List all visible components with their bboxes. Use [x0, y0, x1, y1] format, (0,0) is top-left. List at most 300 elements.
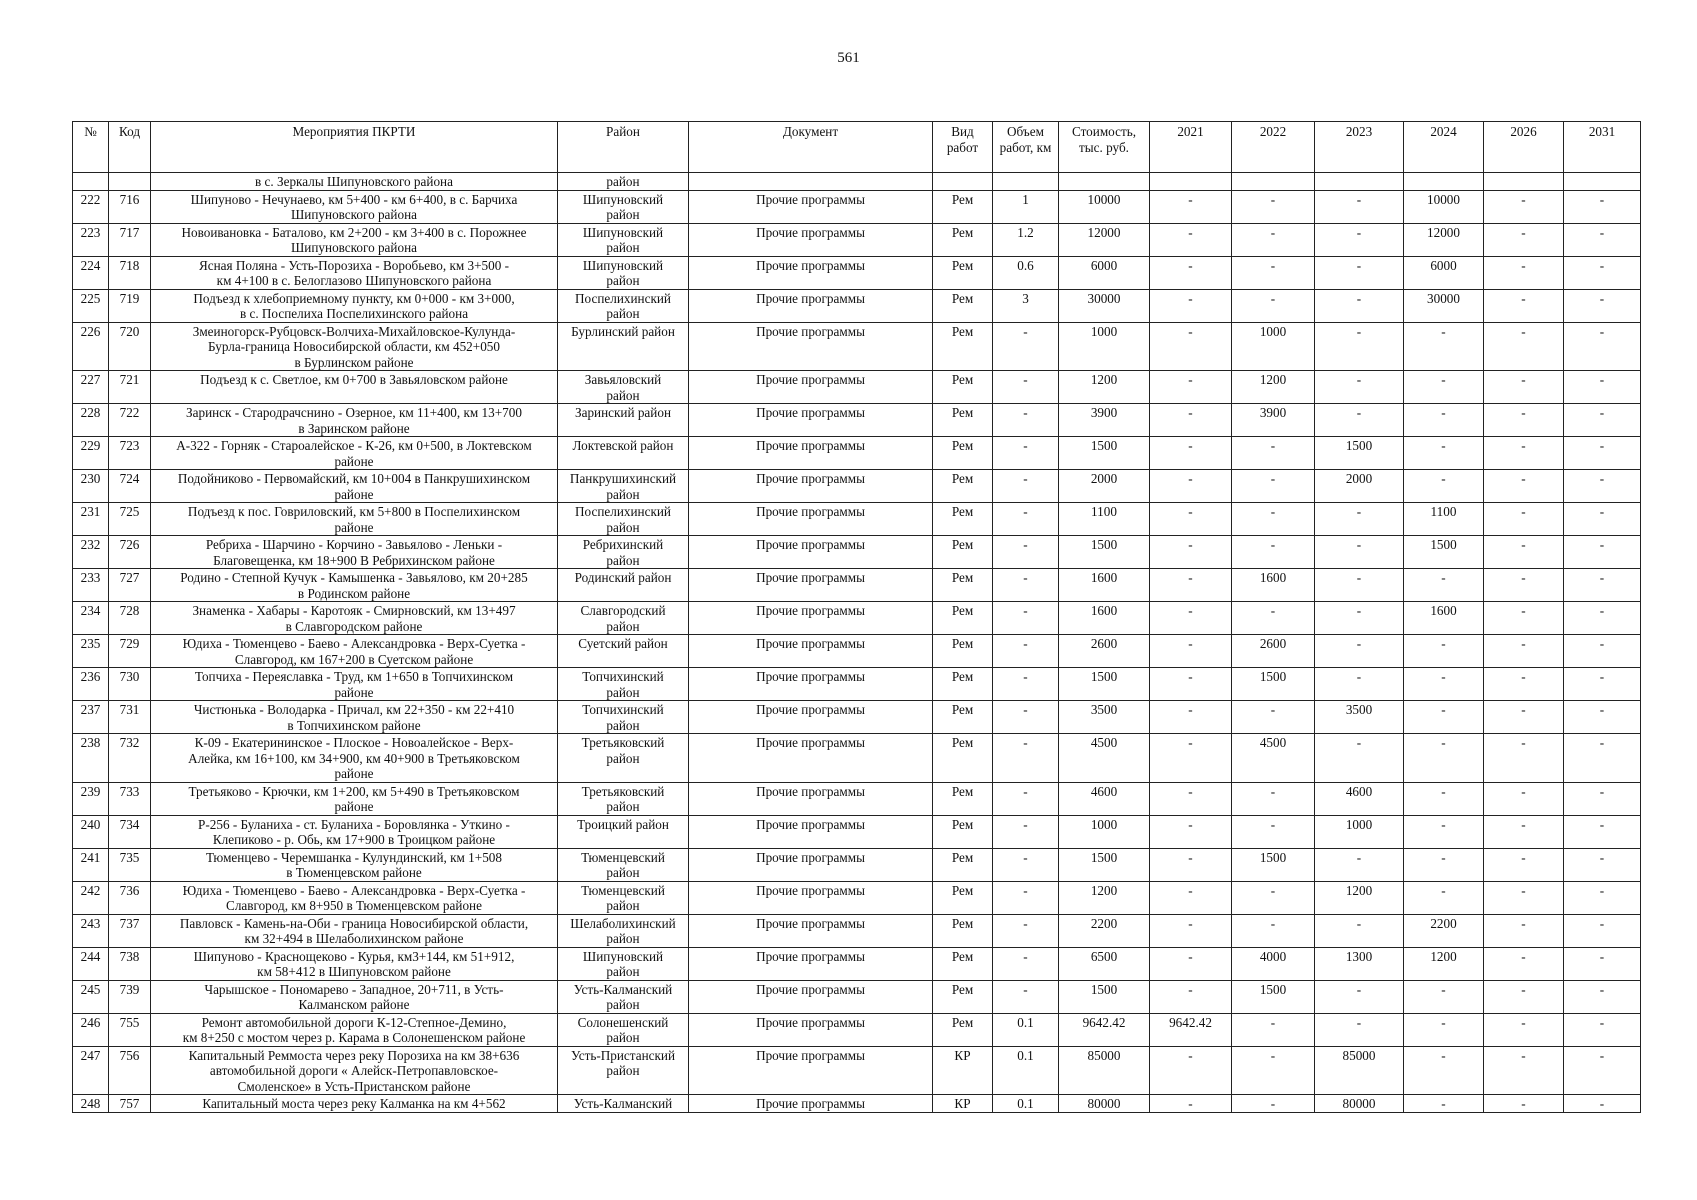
year-2023-cell: -: [1315, 980, 1404, 1013]
event-cell: Подъезд к хлебоприемному пункту, км 0+000 - км 3+000, в с. Поспелиха Поспелихинского района: [151, 289, 558, 322]
year-2022-cell: -: [1232, 289, 1315, 322]
code-cell: 733: [109, 782, 151, 815]
cost-cell: 1600: [1059, 569, 1150, 602]
year-2022-cell: 1600: [1232, 569, 1315, 602]
year-2031-cell: -: [1564, 947, 1641, 980]
year-2031-cell: -: [1564, 668, 1641, 701]
volume-cell: -: [993, 881, 1059, 914]
cost-cell: 1500: [1059, 848, 1150, 881]
table-row: [73, 536, 1641, 569]
district-cell: Усть-Калманский район: [558, 980, 689, 1013]
code-cell: 721: [109, 371, 151, 404]
document-cell: Прочие программы: [689, 815, 933, 848]
cost-cell: 1500: [1059, 668, 1150, 701]
event-cell: Заринск - Стародрачснино - Озерное, км 11+400, км 13+700 в Заринском районе: [151, 404, 558, 437]
row-number-cell: 226: [73, 322, 109, 371]
table-row: [73, 1046, 1641, 1095]
work-type-cell: Рем: [933, 470, 993, 503]
district-cell: Топчихинский район: [558, 701, 689, 734]
document-cell: Прочие программы: [689, 635, 933, 668]
volume-cell: -: [993, 815, 1059, 848]
cost-cell: 3900: [1059, 404, 1150, 437]
cost-cell: 1500: [1059, 437, 1150, 470]
year-2031-cell: -: [1564, 569, 1641, 602]
event-cell: А-322 - Горняк - Староалейское - К-26, км 0+500, в Локтевском районе: [151, 437, 558, 470]
work-type-cell: Рем: [933, 668, 993, 701]
year-2022-cell: 2600: [1232, 635, 1315, 668]
row-number-cell: 236: [73, 668, 109, 701]
document-cell: Прочие программы: [689, 569, 933, 602]
district-cell: Шипуновский район: [558, 223, 689, 256]
year-2021-cell: -: [1150, 289, 1232, 322]
row-number-cell: 232: [73, 536, 109, 569]
document-cell: Прочие программы: [689, 602, 933, 635]
year-2026-cell: -: [1484, 602, 1564, 635]
year-2022-cell: -: [1232, 1095, 1315, 1113]
year-2023-cell: 80000: [1315, 1095, 1404, 1113]
event-cell: Топчиха - Переяславка - Труд, км 1+650 в Топчихинском районе: [151, 668, 558, 701]
district-cell: Тюменцевский район: [558, 848, 689, 881]
year-2022-cell: -: [1232, 256, 1315, 289]
year-2022-cell: -: [1232, 470, 1315, 503]
work-type-cell: Рем: [933, 914, 993, 947]
year-2022-cell: -: [1232, 1046, 1315, 1095]
year-2026-cell: -: [1484, 503, 1564, 536]
volume-cell: -: [993, 668, 1059, 701]
year-2024-cell: -: [1404, 701, 1484, 734]
year-2022-cell: 1500: [1232, 848, 1315, 881]
year-2023-cell: -: [1315, 914, 1404, 947]
row-number-cell: 222: [73, 190, 109, 223]
district-cell: Шипуновский район: [558, 190, 689, 223]
year-2022-cell: -: [1232, 223, 1315, 256]
work-type-cell: КР: [933, 1046, 993, 1095]
year-2021-cell: -: [1150, 914, 1232, 947]
year-2031-cell: -: [1564, 815, 1641, 848]
year-2026-cell: -: [1484, 734, 1564, 783]
table-row: [73, 980, 1641, 1013]
cost-cell: 10000: [1059, 190, 1150, 223]
event-cell: Подъезд к с. Светлое, км 0+700 в Завьяловском районе: [151, 371, 558, 404]
cost-cell: 3500: [1059, 701, 1150, 734]
table-row: [73, 256, 1641, 289]
district-cell: Славгородский район: [558, 602, 689, 635]
row-number-cell: 237: [73, 701, 109, 734]
work-type-cell: Рем: [933, 602, 993, 635]
district-cell: Топчихинский район: [558, 668, 689, 701]
year-2031-cell: -: [1564, 190, 1641, 223]
code-cell: 757: [109, 1095, 151, 1113]
volume-cell: -: [993, 371, 1059, 404]
year-2026-cell: -: [1484, 848, 1564, 881]
year-2022-cell: -: [1232, 190, 1315, 223]
header-row: [73, 122, 1641, 173]
header-cell: Код: [109, 122, 151, 173]
event-cell: Павловск - Камень-на-Оби - граница Новосибирской области, км 32+494 в Шелаболихинском районе: [151, 914, 558, 947]
code-cell: 727: [109, 569, 151, 602]
table-row: [73, 190, 1641, 223]
event-cell: Подойниково - Первомайский, км 10+004 в Панкрушихинском районе: [151, 470, 558, 503]
row-number-cell: 223: [73, 223, 109, 256]
row-number-cell: 238: [73, 734, 109, 783]
row-number-cell: 224: [73, 256, 109, 289]
document-cell: Прочие программы: [689, 980, 933, 1013]
volume-cell: 0.1: [993, 1095, 1059, 1113]
year-2024-cell: -: [1404, 569, 1484, 602]
district-cell: Солонешенский район: [558, 1013, 689, 1046]
year-2022-cell: 4500: [1232, 734, 1315, 783]
year-2021-cell: -: [1150, 848, 1232, 881]
page-number: 561: [837, 50, 860, 66]
work-type-cell: Рем: [933, 536, 993, 569]
volume-cell: 1.2: [993, 223, 1059, 256]
cost-cell: 9642.42: [1059, 1013, 1150, 1046]
event-cell: Капитальный Реммоста через реку Порозиха на км 38+636 автомобильной дороги « Алейск-Петропавловское- Смоленское» в Усть-Пристанском районе: [151, 1046, 558, 1095]
table-row: [73, 289, 1641, 322]
code-cell: 722: [109, 404, 151, 437]
district-cell: Третьяковский район: [558, 734, 689, 783]
volume-cell: -: [993, 635, 1059, 668]
document-cell: Прочие программы: [689, 1013, 933, 1046]
year-2031-cell: -: [1564, 437, 1641, 470]
year-2031-cell: -: [1564, 635, 1641, 668]
year-2022-cell: -: [1232, 782, 1315, 815]
work-type-cell: Рем: [933, 256, 993, 289]
event-cell: Юдиха - Тюменцево - Баево - Александровка - Верх-Суетка - Славгород, км 8+950 в Тюменцевском районе: [151, 881, 558, 914]
table-row: [73, 322, 1641, 371]
volume-cell: -: [993, 404, 1059, 437]
year-2023-cell: 1500: [1315, 437, 1404, 470]
year-2022-cell: 1500: [1232, 668, 1315, 701]
header-cell: 2026: [1484, 122, 1564, 173]
year-2022-cell: 1500: [1232, 980, 1315, 1013]
table-row: [73, 881, 1641, 914]
year-2023-cell: -: [1315, 503, 1404, 536]
document-cell: Прочие программы: [689, 371, 933, 404]
year-2031-cell: -: [1564, 980, 1641, 1013]
year-2026-cell: -: [1484, 437, 1564, 470]
work-type-cell: Рем: [933, 947, 993, 980]
document-cell: Прочие программы: [689, 914, 933, 947]
year-2031-cell: -: [1564, 782, 1641, 815]
year-2031-cell: -: [1564, 322, 1641, 371]
work-type-cell: Рем: [933, 503, 993, 536]
header-cell: 2031: [1564, 122, 1641, 173]
event-cell: Подъезд к пос. Говриловский, км 5+800 в Поспелихинском районе: [151, 503, 558, 536]
year-2024-cell: 2200: [1404, 914, 1484, 947]
district-cell: Бурлинский район: [558, 322, 689, 371]
cost-cell: 2600: [1059, 635, 1150, 668]
year-2026-cell: -: [1484, 223, 1564, 256]
document-cell: Прочие программы: [689, 536, 933, 569]
volume-cell: -: [993, 322, 1059, 371]
year-2026-cell: -: [1484, 190, 1564, 223]
event-cell: Ребриха - Шарчино - Корчино - Завьялово - Леньки - Благовещенка, км 18+900 В Ребрихинском районе: [151, 536, 558, 569]
year-2026-cell: -: [1484, 701, 1564, 734]
year-2026-cell: -: [1484, 470, 1564, 503]
year-2031-cell: -: [1564, 503, 1641, 536]
row-number-cell: 225: [73, 289, 109, 322]
table-row: [73, 635, 1641, 668]
year-2021-cell: -: [1150, 635, 1232, 668]
year-2031-cell: -: [1564, 223, 1641, 256]
volume-cell: -: [993, 914, 1059, 947]
work-type-cell: Рем: [933, 980, 993, 1013]
cost-cell: 6000: [1059, 256, 1150, 289]
event-cell: Чистюнька - Володарка - Причал, км 22+350 - км 22+410 в Топчихинском районе: [151, 701, 558, 734]
table-row: [73, 404, 1641, 437]
row-number-cell: 240: [73, 815, 109, 848]
cost-cell: 1000: [1059, 815, 1150, 848]
district-cell: Поспелихинский район: [558, 289, 689, 322]
year-2023-cell: 3500: [1315, 701, 1404, 734]
document-cell: Прочие программы: [689, 848, 933, 881]
year-2031-cell: -: [1564, 536, 1641, 569]
year-2023-cell: -: [1315, 536, 1404, 569]
table-row: [73, 914, 1641, 947]
row-number-cell: 243: [73, 914, 109, 947]
volume-cell: 0.1: [993, 1013, 1059, 1046]
volume-cell: -: [993, 470, 1059, 503]
code-cell: 731: [109, 701, 151, 734]
year-2024-cell: -: [1404, 782, 1484, 815]
year-2026-cell: -: [1484, 668, 1564, 701]
header-cell: №: [73, 122, 109, 173]
table-row: [73, 223, 1641, 256]
year-2023-cell: -: [1315, 289, 1404, 322]
year-2021-cell: -: [1150, 668, 1232, 701]
year-2022-cell: -: [1232, 437, 1315, 470]
year-2031-cell: -: [1564, 881, 1641, 914]
row-number-cell: 227: [73, 371, 109, 404]
row-number-cell: 230: [73, 470, 109, 503]
volume-cell: -: [993, 437, 1059, 470]
table-row: [73, 947, 1641, 980]
year-2024-cell: -: [1404, 668, 1484, 701]
table-row: [73, 848, 1641, 881]
work-type-cell: Рем: [933, 223, 993, 256]
volume-cell: -: [993, 848, 1059, 881]
cost-cell: 4600: [1059, 782, 1150, 815]
year-2031-cell: -: [1564, 470, 1641, 503]
cost-cell: 30000: [1059, 289, 1150, 322]
table-row: [73, 734, 1641, 783]
year-2026-cell: -: [1484, 256, 1564, 289]
year-2021-cell: -: [1150, 734, 1232, 783]
year-2031-cell: -: [1564, 1046, 1641, 1095]
year-2026-cell: -: [1484, 815, 1564, 848]
year-2031-cell: -: [1564, 1095, 1641, 1113]
volume-cell: -: [993, 782, 1059, 815]
code-cell: 737: [109, 914, 151, 947]
year-2024-cell: 1200: [1404, 947, 1484, 980]
year-2031-cell: -: [1564, 701, 1641, 734]
volume-cell: -: [993, 536, 1059, 569]
row-number-cell: 228: [73, 404, 109, 437]
year-2023-cell: -: [1315, 256, 1404, 289]
year-2026-cell: -: [1484, 569, 1564, 602]
row-number-cell: 233: [73, 569, 109, 602]
year-2022-cell: -: [1232, 1013, 1315, 1046]
code-cell: 720: [109, 322, 151, 371]
year-2023-cell: 4600: [1315, 782, 1404, 815]
year-2021-cell: -: [1150, 536, 1232, 569]
year-2021-cell: -: [1150, 256, 1232, 289]
year-2022-cell: 1200: [1232, 371, 1315, 404]
header-cell: Объем работ, км: [993, 122, 1059, 173]
document-cell: Прочие программы: [689, 881, 933, 914]
district-cell: Шелаболихинский район: [558, 914, 689, 947]
table-row: [73, 782, 1641, 815]
district-cell: Усть-Калманский: [558, 1095, 689, 1113]
event-cell: Шипуново - Краснощеково - Курья, км3+144, км 51+912, км 58+412 в Шипуновском районе: [151, 947, 558, 980]
table-row: [73, 668, 1641, 701]
year-2021-cell: -: [1150, 371, 1232, 404]
year-2021-cell: 9642.42: [1150, 1013, 1232, 1046]
code-cell: 729: [109, 635, 151, 668]
row-number-cell: 245: [73, 980, 109, 1013]
code-cell: 724: [109, 470, 151, 503]
year-2024-cell: -: [1404, 470, 1484, 503]
cost-cell: 1200: [1059, 881, 1150, 914]
document-cell: Прочие программы: [689, 1046, 933, 1095]
year-2021-cell: -: [1150, 503, 1232, 536]
year-2024-cell: 12000: [1404, 223, 1484, 256]
volume-cell: -: [993, 947, 1059, 980]
header-cell: Район: [558, 122, 689, 173]
work-type-cell: Рем: [933, 701, 993, 734]
year-2031-cell: -: [1564, 256, 1641, 289]
district-cell: Поспелихинский район: [558, 503, 689, 536]
cost-cell: 2000: [1059, 470, 1150, 503]
cost-cell: 1600: [1059, 602, 1150, 635]
year-2022-cell: 1000: [1232, 322, 1315, 371]
year-2023-cell: 85000: [1315, 1046, 1404, 1095]
header-cell: Стоимость, тыс. руб.: [1059, 122, 1150, 173]
year-2023-cell: 1200: [1315, 881, 1404, 914]
year-2023-cell: -: [1315, 848, 1404, 881]
row-number-cell: 242: [73, 881, 109, 914]
document-cell: Прочие программы: [689, 734, 933, 783]
header-cell: Мероприятия ПКРТИ: [151, 122, 558, 173]
cost-cell: 6500: [1059, 947, 1150, 980]
district-cell: Ребрихинский район: [558, 536, 689, 569]
volume-cell: -: [993, 701, 1059, 734]
year-2026-cell: -: [1484, 914, 1564, 947]
work-type-cell: Рем: [933, 1013, 993, 1046]
row-number-cell: 235: [73, 635, 109, 668]
event-cell: Юдиха - Тюменцево - Баево - Александровка - Верх-Суетка - Славгород, км 167+200 в Суетском районе: [151, 635, 558, 668]
document-cell: Прочие программы: [689, 503, 933, 536]
table-row: [73, 701, 1641, 734]
continuation-row: [73, 173, 1641, 191]
year-2026-cell: -: [1484, 1095, 1564, 1113]
document-cell: Прочие программы: [689, 947, 933, 980]
work-type-cell: Рем: [933, 635, 993, 668]
table-row: [73, 1095, 1641, 1113]
year-2021-cell: -: [1150, 569, 1232, 602]
year-2024-cell: -: [1404, 848, 1484, 881]
volume-cell: 0.6: [993, 256, 1059, 289]
volume-cell: -: [993, 569, 1059, 602]
year-2021-cell: -: [1150, 404, 1232, 437]
code-cell: 719: [109, 289, 151, 322]
year-2021-cell: -: [1150, 223, 1232, 256]
year-2021-cell: -: [1150, 881, 1232, 914]
year-2031-cell: -: [1564, 602, 1641, 635]
code-cell: 717: [109, 223, 151, 256]
cost-cell: 2200: [1059, 914, 1150, 947]
district-cell: Завьяловский район: [558, 371, 689, 404]
code-cell: 725: [109, 503, 151, 536]
year-2022-cell: -: [1232, 701, 1315, 734]
code-cell: 756: [109, 1046, 151, 1095]
year-2031-cell: -: [1564, 734, 1641, 783]
year-2021-cell: -: [1150, 980, 1232, 1013]
year-2026-cell: -: [1484, 635, 1564, 668]
table-row: [73, 569, 1641, 602]
year-2022-cell: 4000: [1232, 947, 1315, 980]
district-cell: Панкрушихинский район: [558, 470, 689, 503]
event-cell: Ремонт автомобильной дороги К-12-Степное-Демино, км 8+250 с мостом через р. Карама в Солонешенском районе: [151, 1013, 558, 1046]
work-type-cell: Рем: [933, 289, 993, 322]
header-cell: Документ: [689, 122, 933, 173]
year-2026-cell: -: [1484, 536, 1564, 569]
year-2021-cell: -: [1150, 782, 1232, 815]
year-2023-cell: 2000: [1315, 470, 1404, 503]
cost-cell: 1500: [1059, 980, 1150, 1013]
district-cell: Родинский район: [558, 569, 689, 602]
work-type-cell: Рем: [933, 437, 993, 470]
year-2031-cell: -: [1564, 289, 1641, 322]
cost-cell: 1100: [1059, 503, 1150, 536]
year-2024-cell: -: [1404, 815, 1484, 848]
year-2026-cell: -: [1484, 1046, 1564, 1095]
table-row: [73, 1013, 1641, 1046]
cost-cell: 1500: [1059, 536, 1150, 569]
work-type-cell: Рем: [933, 734, 993, 783]
year-2021-cell: -: [1150, 437, 1232, 470]
year-2023-cell: -: [1315, 1013, 1404, 1046]
year-2026-cell: -: [1484, 1013, 1564, 1046]
document-cell: Прочие программы: [689, 322, 933, 371]
event-cell: Третьяково - Крючки, км 1+200, км 5+490 в Третьяковском районе: [151, 782, 558, 815]
year-2024-cell: -: [1404, 734, 1484, 783]
code-cell: 730: [109, 668, 151, 701]
year-2023-cell: 1000: [1315, 815, 1404, 848]
document-cell: Прочие программы: [689, 1095, 933, 1113]
event-cell: Родино - Степной Кучук - Камышенка - Завьялово, км 20+285 в Родинском районе: [151, 569, 558, 602]
year-2026-cell: -: [1484, 322, 1564, 371]
district-cell: Локтевской район: [558, 437, 689, 470]
code-cell: 728: [109, 602, 151, 635]
work-type-cell: Рем: [933, 881, 993, 914]
year-2023-cell: -: [1315, 371, 1404, 404]
code-cell: 716: [109, 190, 151, 223]
year-2024-cell: -: [1404, 635, 1484, 668]
year-2023-cell: -: [1315, 635, 1404, 668]
year-2024-cell: 1500: [1404, 536, 1484, 569]
work-type-cell: Рем: [933, 815, 993, 848]
cost-cell: 1200: [1059, 371, 1150, 404]
document-cell: Прочие программы: [689, 782, 933, 815]
event-cell: Капитальный моста через реку Калманка на км 4+562: [151, 1095, 558, 1113]
district-cell: район: [558, 173, 689, 191]
cost-cell: 85000: [1059, 1046, 1150, 1095]
work-type-cell: Рем: [933, 322, 993, 371]
year-2021-cell: -: [1150, 1046, 1232, 1095]
code-cell: 732: [109, 734, 151, 783]
